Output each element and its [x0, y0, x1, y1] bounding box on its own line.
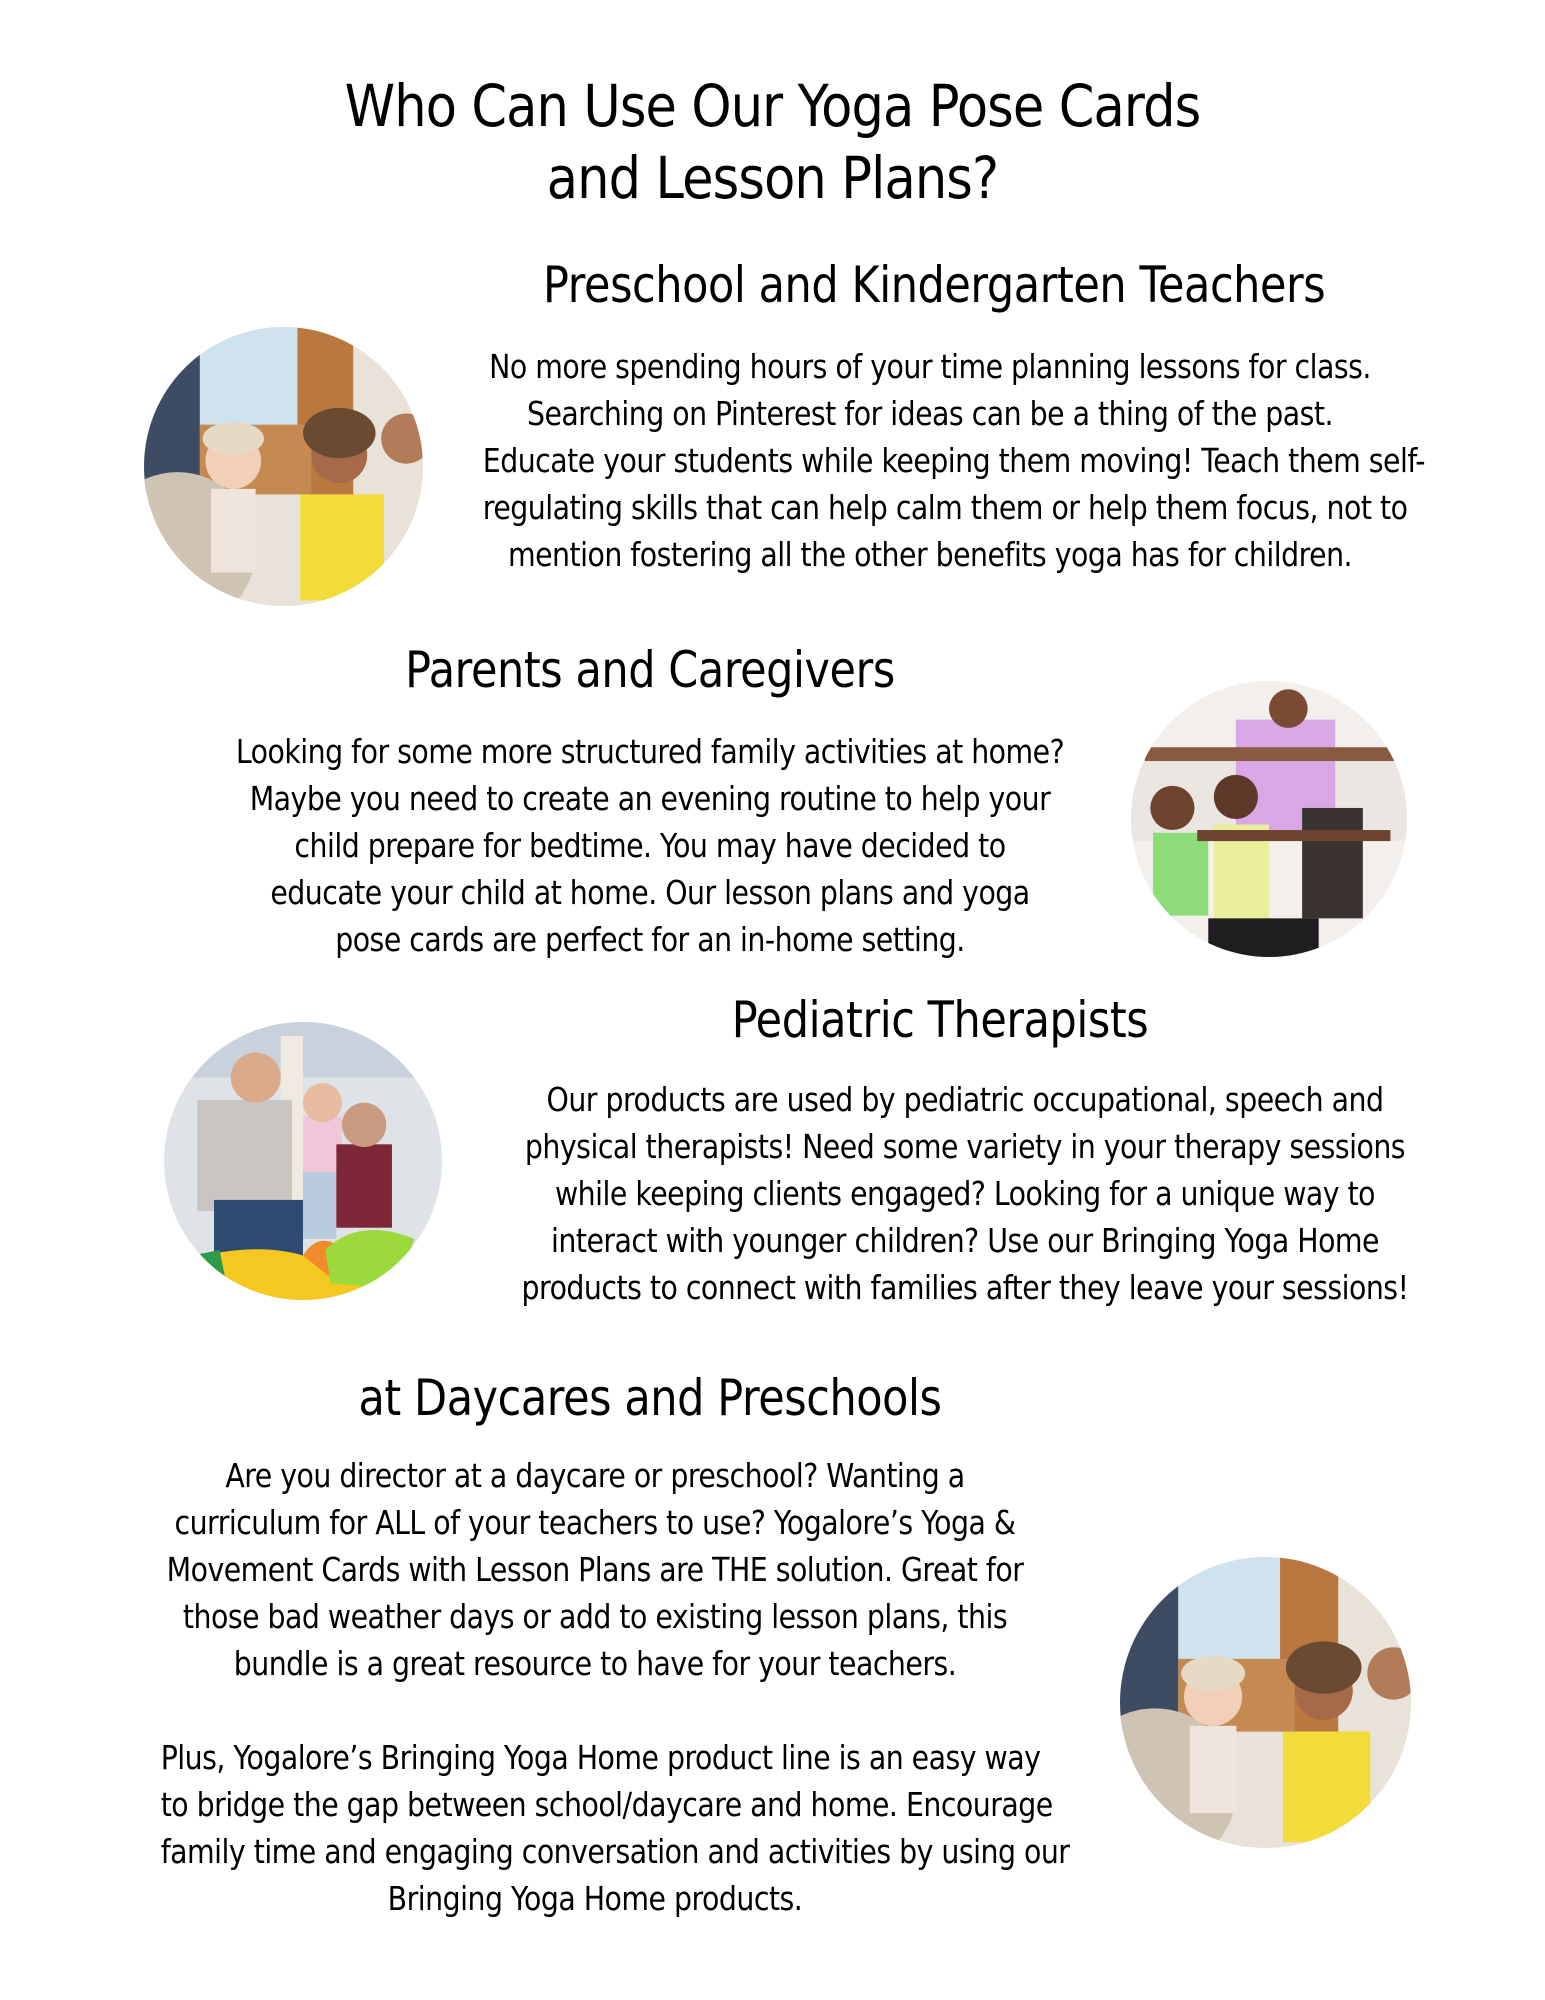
body-line: interact with younger children? Use our Bringing Yoga Home — [550, 1221, 1379, 1260]
section-body — [229, 728, 1072, 963]
section-body — [482, 343, 1426, 578]
page-title — [93, 70, 1453, 214]
children-praying-hands-image-icon — [144, 327, 423, 606]
section-heading: Parents and Caregivers — [405, 641, 895, 699]
section-heading: Preschool and Kindergarten Teachers — [543, 256, 1326, 314]
body-line: Our products are used by pediatric occupational, speech and — [546, 1080, 1384, 1119]
body-line: Bringing Yoga Home products. — [387, 1879, 803, 1918]
section-heading: at Daycares and Preschools — [358, 1369, 942, 1427]
family-warrior-pose-image-icon — [1131, 681, 1407, 957]
body-line: educate your child at home. Our lesson plans and yoga — [270, 873, 1030, 912]
body-line: to bridge the gap between school/daycare and home. Encourage — [160, 1785, 1053, 1824]
body-line: curriculum for ALL of your teachers to use? Yogalore’s Yoga & — [174, 1503, 1016, 1542]
body-line: child prepare for bedtime. You may have decided to — [294, 826, 1006, 865]
body-line: physical therapists! Need some variety in your therapy sessions — [524, 1127, 1406, 1166]
page-title-line-1: Who Can Use Our Yoga Pose Cards — [344, 72, 1201, 140]
body-line: Educate your students while keeping them moving! Teach them self- — [482, 441, 1426, 480]
section-heading: Pediatric Therapists — [731, 991, 1149, 1049]
section-body — [161, 1452, 1030, 1687]
body-line: Searching on Pinterest for ideas can be a thing of the past. — [526, 394, 1334, 433]
preschool-children-photo — [144, 327, 423, 606]
therapists-photo — [164, 1022, 442, 1300]
therapists-with-toddler-image-icon — [164, 1022, 442, 1300]
body-line: Are you director at a daycare or preschool? Wanting a — [225, 1456, 965, 1495]
body-line: Maybe you need to create an evening routine to help your — [249, 779, 1051, 818]
body-line: No more spending hours of your time planning lessons for class. — [489, 347, 1371, 386]
body-line: pose cards are perfect for an in-home setting. — [335, 920, 965, 959]
body-line: while keeping clients engaged? Looking for a unique way to — [554, 1174, 1376, 1213]
body-line: Movement Cards with Lesson Plans are THE solution. Great for — [166, 1550, 1024, 1589]
body-line: mention fostering all the other benefits yoga has for children. — [507, 535, 1353, 574]
body-line: bundle is a great resource to have for your teachers. — [233, 1644, 957, 1683]
body-line: regulating skills that can help calm them or help them focus, not to — [482, 488, 1408, 527]
section-body — [518, 1076, 1412, 1311]
children-praying-hands-image-icon — [1120, 1557, 1411, 1848]
family-yoga-photo — [1131, 681, 1407, 957]
page-title-line-2: and Lesson Plans? — [546, 144, 999, 212]
section-body-continued — [160, 1734, 1070, 1922]
body-line: products to connect with families after they leave your sessions! — [521, 1268, 1409, 1307]
body-line: those bad weather days or add to existing lesson plans, this — [182, 1597, 1008, 1636]
body-line: Plus, Yogalore’s Bringing Yoga Home product line is an easy way — [160, 1738, 1041, 1777]
body-line: family time and engaging conversation and activities by using our — [160, 1832, 1070, 1871]
body-line: Looking for some more structured family activities at home? — [235, 732, 1065, 771]
daycare-children-photo — [1120, 1557, 1411, 1848]
